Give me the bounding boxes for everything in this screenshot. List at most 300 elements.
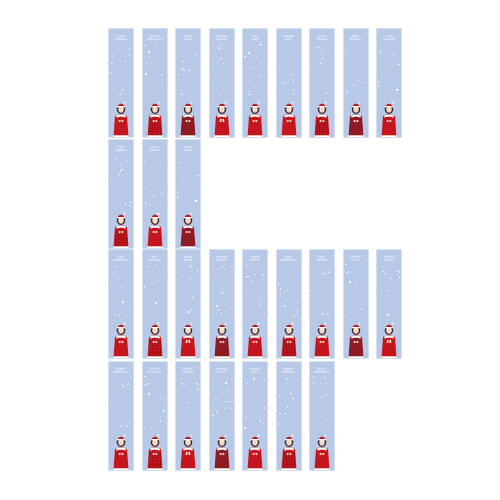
member-photo-card[interactable]	[277, 250, 301, 358]
snowflake-icon	[260, 75, 261, 76]
snowflake-icon	[264, 407, 265, 408]
snowflake-icon	[112, 55, 113, 56]
snowflake-icon	[216, 305, 217, 306]
snowflake-icon	[149, 56, 150, 57]
snowflake-icon	[187, 415, 188, 416]
snowflake-icon	[128, 84, 129, 85]
snowflake-icon	[184, 69, 185, 70]
snowflake-icon	[324, 377, 325, 378]
snowflake-icon	[293, 93, 294, 94]
snowflake-icon	[161, 74, 162, 75]
snowflake-icon	[278, 65, 279, 66]
member-photo-card[interactable]	[344, 250, 368, 358]
member-name-label: AYAME OMORI	[250, 256, 260, 263]
snowflake-icon	[155, 422, 156, 423]
snowflake-icon	[220, 94, 221, 95]
snowflake-icon	[259, 305, 260, 306]
snowflake-icon	[111, 63, 112, 64]
snowflake-icon	[155, 387, 156, 388]
snowflake-icon	[379, 51, 380, 52]
member-photo-card[interactable]	[310, 362, 334, 470]
snowflake-icon	[192, 44, 193, 45]
snowflake-icon	[147, 87, 148, 88]
snowflake-icon	[225, 401, 226, 402]
snowflake-icon	[187, 58, 188, 59]
member-photo-card[interactable]	[143, 140, 167, 248]
member-name-label: AYANO KITAGAWA	[147, 368, 162, 375]
snowflake-icon	[157, 191, 158, 192]
snowflake-icon	[325, 383, 326, 384]
snowflake-icon	[399, 276, 400, 277]
snowflake-icon	[313, 377, 314, 378]
snowflake-icon	[181, 90, 182, 91]
snowflake-icon	[278, 423, 279, 424]
member-photo-card[interactable]	[277, 29, 301, 137]
snowflake-icon	[121, 287, 122, 288]
snowflake-icon	[278, 93, 279, 94]
snowflake-icon	[263, 423, 264, 424]
member-photo-card[interactable]	[344, 29, 368, 137]
snowflake-icon	[319, 297, 320, 298]
member-name-label: YUMI NOMURA	[382, 35, 396, 42]
snowflake-icon	[196, 200, 197, 201]
snowflake-icon	[347, 54, 348, 55]
snowflake-icon	[156, 94, 157, 95]
snowflake-icon	[194, 54, 195, 55]
snowflake-icon	[151, 427, 152, 428]
snowflake-icon	[249, 413, 250, 414]
snowflake-icon	[226, 391, 227, 392]
snowflake-icon	[223, 88, 224, 89]
snowflake-icon	[349, 281, 350, 282]
member-photo-card[interactable]	[243, 250, 267, 358]
snowflake-icon	[361, 90, 362, 91]
member-name-label: MIZUKI YAMASHITA	[146, 35, 163, 42]
member-photo-card[interactable]	[143, 362, 167, 470]
snowflake-icon	[282, 59, 283, 60]
snowflake-icon	[248, 52, 249, 53]
snowflake-icon	[228, 46, 229, 47]
snowflake-icon	[128, 308, 129, 309]
snowflake-icon	[183, 385, 184, 386]
snowflake-icon	[164, 188, 165, 189]
snowflake-icon	[160, 420, 161, 421]
snowflake-icon	[316, 284, 317, 285]
snowflake-icon	[282, 76, 283, 77]
snowflake-icon	[116, 158, 117, 159]
snowflake-icon	[194, 74, 195, 75]
snowflake-icon	[326, 286, 327, 287]
snowflake-icon	[145, 163, 146, 164]
snowflake-icon	[187, 46, 188, 47]
snowflake-icon	[121, 169, 122, 170]
member-photo-card[interactable]	[243, 29, 267, 137]
snowflake-icon	[393, 54, 394, 55]
snowflake-icon	[278, 283, 279, 284]
snowflake-icon	[144, 376, 145, 377]
snowflake-icon	[249, 56, 250, 57]
snowflake-icon	[188, 311, 189, 312]
snowflake-icon	[260, 420, 261, 421]
snowflake-icon	[251, 67, 252, 68]
member-photo-card[interactable]	[176, 362, 200, 470]
snowflake-icon	[287, 290, 288, 291]
snowflake-icon	[110, 402, 111, 403]
snowflake-icon	[216, 74, 217, 75]
snowflake-icon	[224, 268, 225, 269]
member-name-label: KIRA MASUMOTO	[280, 256, 297, 263]
member-photo-card[interactable]	[176, 250, 200, 358]
snowflake-icon	[116, 298, 117, 299]
member-name-label: NAGI KOYAMA	[316, 256, 328, 263]
snowflake-icon	[123, 286, 124, 287]
snowflake-icon	[311, 70, 312, 71]
snowflake-icon	[145, 384, 146, 385]
snowflake-icon	[159, 86, 160, 87]
member-name-label: SHIORI KUBO	[183, 35, 193, 42]
snowflake-icon	[296, 309, 297, 310]
snowflake-icon	[322, 313, 323, 314]
snowflake-icon	[398, 75, 399, 76]
snowflake-icon	[231, 266, 232, 267]
member-photo-card[interactable]	[176, 140, 200, 248]
member-photo-card[interactable]	[109, 362, 133, 470]
member-photo-card[interactable]	[277, 362, 301, 470]
snowflake-icon	[293, 391, 294, 392]
snowflake-icon	[177, 192, 178, 193]
snowflake-icon	[346, 52, 347, 53]
member-photo-card[interactable]	[143, 29, 167, 137]
snowflake-icon	[292, 63, 293, 64]
snowflake-icon	[121, 425, 122, 426]
snowflake-icon	[320, 383, 321, 384]
snowflake-icon	[292, 398, 293, 399]
snowflake-icon	[160, 193, 161, 194]
snowflake-icon	[130, 377, 131, 378]
member-photo-card[interactable]	[377, 29, 401, 137]
snowflake-icon	[178, 74, 179, 75]
snowflake-icon	[256, 382, 257, 383]
snowflake-icon	[382, 271, 383, 272]
snowflake-icon	[321, 54, 322, 55]
snowflake-icon	[325, 50, 326, 51]
snowflake-icon	[323, 411, 324, 412]
snowflake-icon	[197, 308, 198, 309]
snowflake-icon	[119, 94, 120, 95]
snowflake-icon	[320, 308, 321, 309]
snowflake-icon	[251, 271, 252, 272]
snowflake-icon	[112, 62, 113, 63]
snowflake-icon	[129, 205, 130, 206]
member-name-label: MIREI SASAKI	[182, 146, 193, 153]
snowflake-icon	[222, 266, 223, 267]
snowflake-icon	[345, 49, 346, 50]
snowflake-icon	[147, 290, 148, 291]
snowflake-icon	[356, 275, 357, 276]
snowflake-icon	[222, 44, 223, 45]
member-photo-card[interactable]	[210, 250, 234, 358]
snowflake-icon	[292, 79, 293, 80]
member-photo-card[interactable]	[310, 29, 334, 137]
member-name-label: SAKURA YODA	[349, 256, 362, 263]
snowflake-icon	[323, 273, 324, 274]
snowflake-icon	[122, 301, 123, 302]
snowflake-icon	[197, 175, 198, 176]
snowflake-icon	[152, 269, 153, 270]
snowflake-icon	[182, 61, 183, 62]
snowflake-icon	[326, 419, 327, 420]
member-name-label: SHIORI TANAKA	[316, 35, 328, 42]
snowflake-icon	[331, 380, 332, 381]
snowflake-icon	[177, 197, 178, 198]
snowflake-icon	[118, 409, 119, 410]
snowflake-icon	[215, 398, 216, 399]
snowflake-icon	[280, 294, 281, 295]
snowflake-icon	[260, 414, 261, 415]
snowflake-icon	[287, 406, 288, 407]
snowflake-icon	[216, 411, 217, 412]
snowflake-icon	[195, 275, 196, 276]
snowflake-icon	[182, 275, 183, 276]
snowflake-icon	[247, 383, 248, 384]
snowflake-icon	[294, 89, 295, 90]
snowflake-icon	[285, 45, 286, 46]
snowflake-icon	[159, 275, 160, 276]
snowflake-icon	[122, 89, 123, 90]
snowflake-icon	[396, 89, 397, 90]
snowflake-icon	[191, 309, 192, 310]
snowflake-icon	[328, 427, 329, 428]
snowflake-icon	[231, 307, 232, 308]
snowflake-icon	[119, 173, 120, 174]
snowflake-icon	[314, 310, 315, 311]
snowflake-icon	[325, 266, 326, 267]
snowflake-icon	[263, 274, 264, 275]
snowflake-icon	[284, 413, 285, 414]
member-name-label: YUKI KAKI	[251, 35, 259, 42]
member-photo-card[interactable]	[109, 140, 133, 248]
snowflake-icon	[228, 401, 229, 402]
snowflake-icon	[248, 94, 249, 95]
member-photo-card[interactable]	[377, 250, 401, 358]
snowflake-icon	[186, 169, 187, 170]
snowflake-icon	[355, 281, 356, 282]
snowflake-icon	[322, 58, 323, 59]
snowflake-icon	[356, 310, 357, 311]
member-photo-card[interactable]	[109, 250, 133, 358]
member-photo-card[interactable]	[310, 250, 334, 358]
snowflake-icon	[220, 58, 221, 59]
snowflake-icon	[293, 81, 294, 82]
snowflake-icon	[127, 161, 128, 162]
snowflake-icon	[290, 279, 291, 280]
snowflake-icon	[355, 266, 356, 267]
member-photo-card[interactable]	[143, 250, 167, 358]
snowflake-icon	[345, 315, 346, 316]
snowflake-icon	[189, 390, 190, 391]
snowflake-icon	[144, 286, 145, 287]
snowflake-icon	[226, 311, 227, 312]
snowflake-icon	[198, 388, 199, 389]
snowflake-icon	[130, 202, 131, 203]
snowflake-icon	[158, 288, 159, 289]
snowflake-icon	[225, 407, 226, 408]
snowflake-icon	[110, 283, 111, 284]
snowflake-icon	[318, 53, 319, 54]
snowflake-icon	[283, 82, 284, 83]
member-name-label: MINAMI UMEZAWA	[281, 368, 296, 375]
snowflake-icon	[358, 80, 359, 81]
snowflake-icon	[181, 94, 182, 95]
snowflake-icon	[115, 396, 116, 397]
member-photo-card[interactable]	[210, 29, 234, 137]
snowflake-icon	[378, 86, 379, 87]
snowflake-icon	[260, 417, 261, 418]
snowflake-icon	[114, 313, 115, 314]
snowflake-icon	[144, 313, 145, 314]
snowflake-icon	[297, 311, 298, 312]
snowflake-icon	[221, 313, 222, 314]
snowflake-icon	[145, 73, 146, 74]
snowflake-icon	[287, 378, 288, 379]
snowflake-icon	[261, 387, 262, 388]
snowflake-icon	[321, 396, 322, 397]
snowflake-icon	[196, 66, 197, 67]
snowflake-icon	[178, 394, 179, 395]
snowflake-icon	[397, 271, 398, 272]
member-photo-card[interactable]	[243, 362, 267, 470]
snowflake-icon	[180, 401, 181, 402]
snowflake-icon	[183, 179, 184, 180]
snowflake-icon	[129, 48, 130, 49]
snowflake-icon	[196, 416, 197, 417]
snowflake-icon	[186, 300, 187, 301]
snowflake-icon	[160, 398, 161, 399]
snowflake-icon	[214, 277, 215, 278]
snowflake-icon	[260, 62, 261, 63]
snowflake-icon	[346, 93, 347, 94]
snowflake-icon	[119, 420, 120, 421]
snowflake-icon	[286, 83, 287, 84]
snowflake-icon	[128, 91, 129, 92]
snowflake-icon	[393, 77, 394, 78]
snowflake-icon	[361, 308, 362, 309]
snowflake-icon	[163, 270, 164, 271]
snowflake-icon	[228, 280, 229, 281]
snowflake-icon	[388, 70, 389, 71]
snowflake-icon	[214, 78, 215, 79]
snowflake-icon	[218, 48, 219, 49]
snowflake-icon	[122, 385, 123, 386]
snowflake-icon	[226, 295, 227, 296]
snowflake-icon	[110, 181, 111, 182]
snowflake-icon	[184, 178, 185, 179]
snowflake-icon	[284, 291, 285, 292]
snowflake-icon	[157, 280, 158, 281]
snowflake-icon	[181, 378, 182, 379]
snowflake-icon	[150, 204, 151, 205]
snowflake-icon	[331, 418, 332, 419]
snowflake-icon	[245, 417, 246, 418]
snowflake-icon	[248, 91, 249, 92]
snowflake-icon	[398, 64, 399, 65]
snowflake-icon	[154, 282, 155, 283]
member-name-label: MOMOKO OZONO	[215, 35, 228, 42]
snowflake-icon	[187, 181, 188, 182]
member-photo-card[interactable]	[176, 29, 200, 137]
snowflake-icon	[185, 193, 186, 194]
snowflake-icon	[286, 299, 287, 300]
snowflake-icon	[327, 314, 328, 315]
snowflake-icon	[197, 270, 198, 271]
snowflake-icon	[231, 379, 232, 380]
snowflake-icon	[330, 94, 331, 95]
snowflake-icon	[215, 53, 216, 54]
member-name-label: MIO YAMADA	[115, 146, 127, 153]
snowflake-icon	[115, 266, 116, 267]
snowflake-icon	[160, 201, 161, 202]
snowflake-icon	[145, 187, 146, 188]
snowflake-icon	[124, 161, 125, 162]
snowflake-icon	[156, 302, 157, 303]
snowflake-icon	[248, 80, 249, 81]
member-name-label: AYAKA TAKADA	[149, 146, 160, 153]
member-name-label: HARUKA SUZUKI	[215, 368, 228, 375]
snowflake-icon	[284, 305, 285, 306]
member-name-label: NANAMI YODA	[249, 368, 261, 375]
snowflake-icon	[218, 46, 219, 47]
snowflake-icon	[361, 54, 362, 55]
snowflake-icon	[261, 44, 262, 45]
snowflake-icon	[196, 316, 197, 317]
snowflake-icon	[225, 382, 226, 383]
snowflake-icon	[160, 165, 161, 166]
snowflake-icon	[223, 292, 224, 293]
snowflake-icon	[124, 386, 125, 387]
snowflake-icon	[331, 265, 332, 266]
snowflake-icon	[144, 57, 145, 58]
snowflake-icon	[261, 302, 262, 303]
snowflake-icon	[346, 76, 347, 77]
snowflake-icon	[346, 272, 347, 273]
snowflake-icon	[323, 65, 324, 66]
snowflake-icon	[352, 315, 353, 316]
snowflake-icon	[386, 82, 387, 83]
snowflake-icon	[181, 183, 182, 184]
snowflake-icon	[326, 92, 327, 93]
snowflake-icon	[178, 162, 179, 163]
snowflake-icon	[144, 427, 145, 428]
snowflake-icon	[117, 80, 118, 81]
member-photo-card[interactable]	[210, 362, 234, 470]
snowflake-icon	[381, 289, 382, 290]
member-photo-card[interactable]	[109, 29, 133, 137]
snowflake-icon	[364, 82, 365, 83]
snowflake-icon	[111, 73, 112, 74]
snowflake-icon	[313, 383, 314, 384]
snowflake-icon	[293, 413, 294, 414]
member-name-label: MIZUKI TOMITA	[182, 368, 194, 375]
snowflake-icon	[130, 422, 131, 423]
snowflake-icon	[122, 174, 123, 175]
snowflake-icon	[125, 60, 126, 61]
snowflake-icon	[182, 271, 183, 272]
member-name-label: MIZUHO TAMURA	[215, 256, 228, 263]
snowflake-icon	[118, 315, 119, 316]
snowflake-icon	[163, 410, 164, 411]
snowflake-icon	[258, 297, 259, 298]
snowflake-icon	[126, 315, 127, 316]
